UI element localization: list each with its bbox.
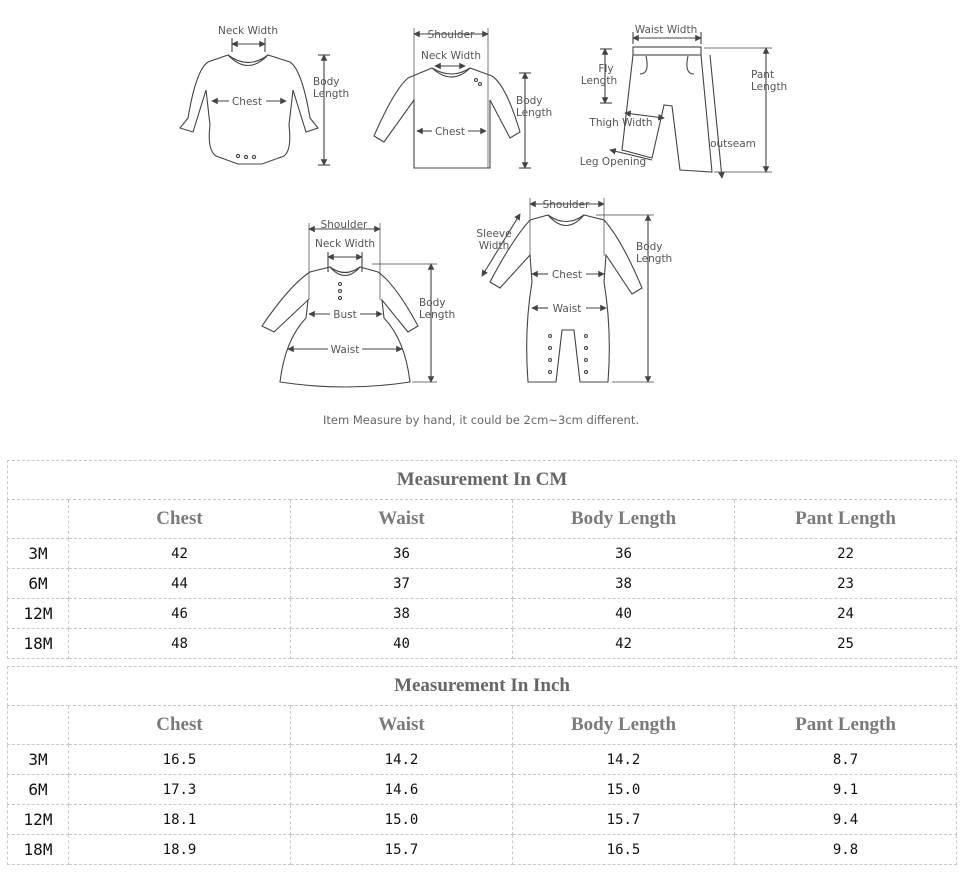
shirt-chest-label: Chest (434, 126, 466, 138)
table-cell: 8.7 (735, 745, 957, 775)
table-row (8, 775, 957, 805)
column-header: Body Length (513, 706, 735, 745)
table-cell: 48 (69, 629, 291, 659)
size-column-header (8, 706, 69, 745)
table-row (8, 569, 957, 599)
table-cell: 9.8 (735, 835, 957, 865)
table-cell: 15.0 (513, 775, 735, 805)
dress-bust-label: Bust (333, 309, 357, 321)
shirt-body-length-label-1: Body (516, 95, 543, 107)
table-title: Measurement In CM (8, 461, 957, 500)
pants-pant-length-label-1: Pant (751, 69, 775, 81)
table-cell: 14.6 (291, 775, 513, 805)
table-cell: 14.2 (513, 745, 735, 775)
size-label: 12M (8, 599, 69, 629)
pants-waist-width-label: Waist Width (634, 24, 698, 36)
table-cell: 42 (513, 629, 735, 659)
table-cell: 38 (513, 569, 735, 599)
shirt-shoulder-label: Shoulder (427, 29, 475, 41)
column-header: Waist (291, 500, 513, 539)
table-cell: 17.3 (69, 775, 291, 805)
column-header: Pant Length (735, 500, 957, 539)
table-cell: 36 (291, 539, 513, 569)
table-title: Measurement In Inch (8, 667, 957, 706)
size-label: 18M (8, 835, 69, 865)
size-table-inch (7, 666, 957, 865)
dress-neck-width-label: Neck Width (314, 238, 376, 250)
pants-pant-length-label-2: Length (751, 81, 788, 93)
romper-waist-label: Waist (552, 303, 582, 315)
column-header: Chest (69, 500, 291, 539)
table-row (8, 629, 957, 659)
table-row (8, 599, 957, 629)
size-table-cm (7, 460, 957, 659)
table-cell: 42 (69, 539, 291, 569)
romper-sleeve-width-label-1: Sleeve (476, 228, 512, 240)
table-cell: 36 (513, 539, 735, 569)
table-cell: 24 (735, 599, 957, 629)
column-header: Chest (69, 706, 291, 745)
table-cell: 25 (735, 629, 957, 659)
table-cell: 18.9 (69, 835, 291, 865)
size-column-header (8, 500, 69, 539)
table-cell: 37 (291, 569, 513, 599)
bodysuit-body-length-label-2: Length (313, 88, 350, 100)
bodysuit-chest-label: Chest (231, 96, 263, 108)
table-cell: 40 (513, 599, 735, 629)
shirt-neck-width-label: Neck Width (420, 50, 482, 62)
bodysuit-neck-width-label: Neck Width (217, 25, 279, 37)
table-row (8, 539, 957, 569)
size-label: 12M (8, 805, 69, 835)
dress-body-length-label-2: Length (419, 309, 456, 321)
table-cell: 16.5 (69, 745, 291, 775)
column-header: Pant Length (735, 706, 957, 745)
table-row (8, 805, 957, 835)
shirt-drawing (374, 28, 531, 168)
table-cell: 38 (291, 599, 513, 629)
shirt-body-length-label-2: Length (516, 107, 553, 119)
pants-fly-length-label-2: Length (580, 75, 618, 87)
romper-drawing (482, 198, 654, 382)
bodysuit-body-length-label-1: Body (313, 76, 340, 88)
pants-thigh-width-label: Thigh Width (589, 117, 653, 129)
dress-waist-label: Waist (330, 344, 360, 356)
dress-body-length-label-1: Body (419, 297, 446, 309)
table-cell: 23 (735, 569, 957, 599)
romper-body-length-label-1: Body (636, 241, 663, 253)
romper-chest-label: Chest (551, 269, 583, 281)
column-header: Body Length (513, 500, 735, 539)
table-cell: 16.5 (513, 835, 735, 865)
table-cell: 14.2 (291, 745, 513, 775)
measurement-note: Item Measure by hand, it could be 2cm~3cm different. (322, 413, 640, 427)
table-cell: 15.0 (291, 805, 513, 835)
column-header: Waist (291, 706, 513, 745)
table-row (8, 835, 957, 865)
dress-shoulder-label: Shoulder (320, 219, 368, 231)
size-label: 18M (8, 629, 69, 659)
size-label: 3M (8, 745, 69, 775)
pants-leg-opening-label: Leg Opening (579, 156, 647, 168)
size-label: 3M (8, 539, 69, 569)
romper-shoulder-label: Shoulder (542, 199, 590, 211)
table-cell: 9.4 (735, 805, 957, 835)
table-cell: 40 (291, 629, 513, 659)
table-cell: 18.1 (69, 805, 291, 835)
size-label: 6M (8, 775, 69, 805)
size-label: 6M (8, 569, 69, 599)
table-cell: 9.1 (735, 775, 957, 805)
table-cell: 15.7 (513, 805, 735, 835)
romper-sleeve-width-label-2: Width (478, 240, 510, 252)
table-cell: 46 (69, 599, 291, 629)
romper-body-length-label-2: Length (636, 253, 673, 265)
pants-outseam-label: outseam (710, 138, 756, 150)
pants-fly-length-label-1: Fly (598, 63, 614, 75)
table-row (8, 745, 957, 775)
table-cell: 44 (69, 569, 291, 599)
table-cell: 22 (735, 539, 957, 569)
table-cell: 15.7 (291, 835, 513, 865)
